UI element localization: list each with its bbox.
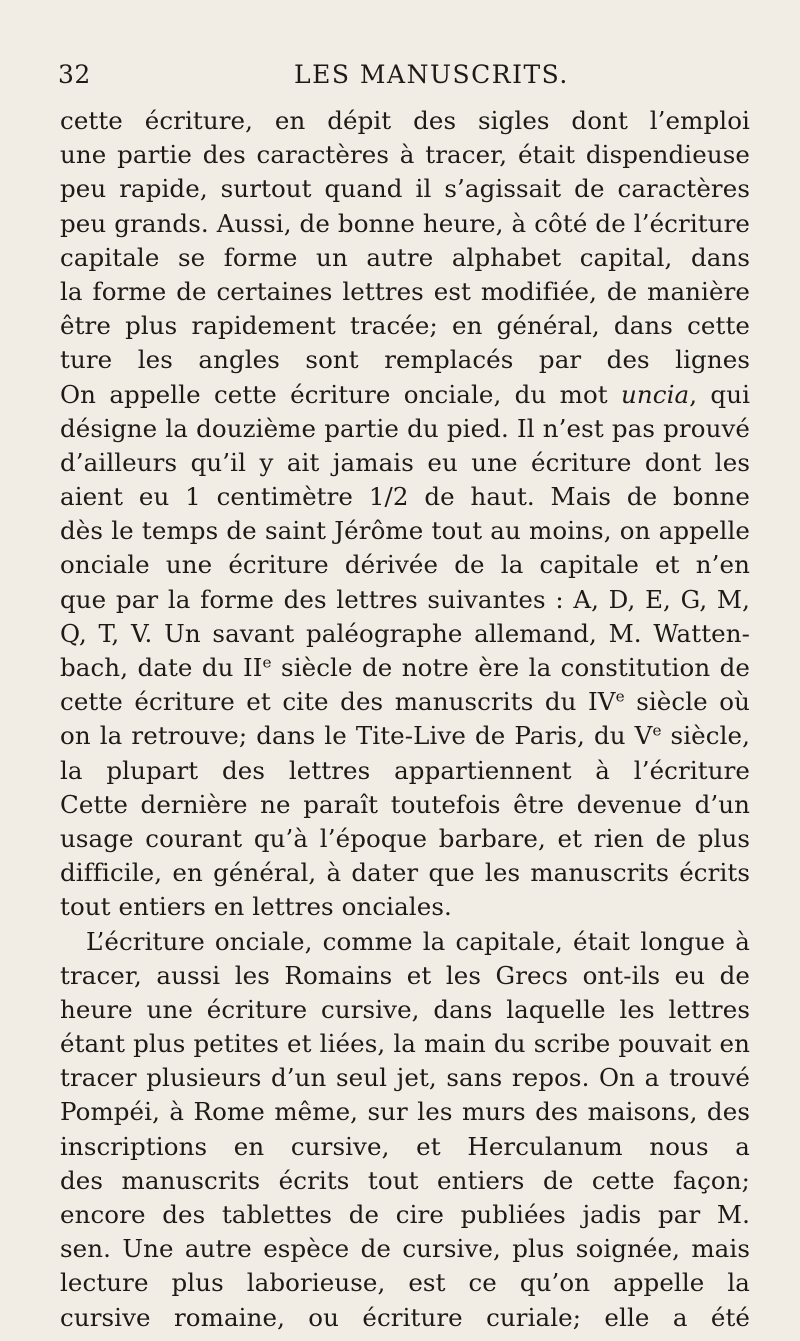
- text-segment: on la retrouve; dans le Tite-Live de Paris, du: [60, 721, 635, 751]
- text-line: Pompéi, à Rome même, sur les murs des maisons, des: [60, 1097, 750, 1127]
- text-line: difficile, en général, à dater que les manuscrits écrits: [60, 858, 750, 888]
- text-line: [60, 651, 750, 685]
- text-line: tout entiers en lettres onciales.: [60, 892, 452, 922]
- text-line: être plus rapidement tracée; en général, dans cette: [60, 311, 750, 341]
- text-line: inscriptions en cursive, et Herculanum nous a: [60, 1131, 750, 1161]
- superscript: e: [615, 687, 625, 706]
- text-line: que par la forme des lettres suivantes : A, D, E, G, M,: [60, 584, 750, 614]
- text-line: tracer, aussi les Romains et les Grecs ont-ils eu de: [60, 960, 750, 990]
- text-line: encore des tablettes de cire publiées jadis par M.: [60, 1200, 750, 1229]
- page-header: [58, 54, 748, 94]
- text-segment: On appelle cette écriture onciale, du mot: [60, 379, 622, 409]
- text-line: [60, 719, 750, 753]
- text-segment: siècle,: [661, 721, 750, 751]
- text-line: une partie des caractères à tracer, était dispendieuse: [60, 140, 750, 170]
- page-number: 32: [58, 60, 91, 89]
- text-line: d’ailleurs qu’il y ait jamais eu une écriture dont les: [60, 447, 750, 477]
- text-line: L’écriture onciale, comme la capitale, était longue à: [86, 926, 750, 956]
- text-line: [60, 378, 750, 412]
- superscript: e: [262, 653, 272, 672]
- text-line: heure une écriture cursive, dans laquelle les lettres: [60, 994, 750, 1024]
- italic-word: uncia: [621, 379, 690, 409]
- text-line: Q, T, V. Un savant paléographe allemand, M. Watten-: [60, 618, 750, 648]
- text-line: cursive romaine, ou écriture curiale; elle a été: [60, 1302, 750, 1332]
- text-line: des manuscrits écrits tout entiers de cette façon;: [60, 1165, 750, 1195]
- text-line: ture les angles sont remplacés par des lignes: [60, 345, 750, 375]
- text-segment: , qui: [689, 379, 750, 409]
- superscript: e: [652, 722, 662, 741]
- text-segment: IV: [588, 687, 616, 717]
- text-line: capitale se forme un autre alphabet capital, dans: [60, 242, 750, 272]
- text-segment: V: [634, 721, 653, 751]
- text-line: peu rapide, surtout quand il s’agissait de caractères: [60, 174, 750, 204]
- text-line: Cette dernière ne paraît toutefois être devenue d’un: [60, 789, 750, 819]
- text-line: dès le temps de saint Jérôme tout au moins, on appelle: [60, 516, 750, 546]
- text-line: étant plus petites et liées, la main du scribe pouvait en: [60, 1029, 750, 1059]
- running-title: LES MANUSCRITS.: [294, 60, 569, 89]
- text-segment: siècle où: [624, 687, 750, 717]
- text-line: cette écriture, en dépit des sigles dont l’emploi: [60, 106, 750, 135]
- text-segment: bach, date du: [60, 653, 243, 682]
- text-line: onciale une écriture dérivée de la capitale et n’en: [60, 550, 750, 580]
- body-text: [60, 104, 750, 1335]
- text-line: [60, 685, 750, 719]
- text-line: sen. Une autre espèce de cursive, plus soignée, mais: [60, 1234, 750, 1264]
- text-line: aient eu 1 centimètre 1/2 de haut. Mais de bonne: [60, 482, 750, 512]
- text-line: usage courant qu’à l’époque barbare, et rien de plus: [60, 823, 750, 853]
- text-segment: cette écriture et cite des manuscrits du: [60, 687, 589, 717]
- text-line: peu grands. Aussi, de bonne heure, à côté de l’écriture: [60, 208, 750, 238]
- text-line: tracer plusieurs d’un seul jet, sans repos. On a trouvé: [60, 1063, 750, 1093]
- text-segment: II: [242, 653, 263, 682]
- text-line: désigne la douzième partie du pied. Il n’est pas prouvé: [60, 413, 750, 443]
- text-line: la plupart des lettres appartiennent à l’écriture: [60, 755, 750, 785]
- text-line: la forme de certaines lettres est modifiée, de manière: [60, 276, 750, 306]
- text-segment: siècle de notre ère la constitution de: [271, 653, 750, 682]
- text-line: lecture plus laborieuse, est ce qu’on appelle la: [60, 1268, 750, 1298]
